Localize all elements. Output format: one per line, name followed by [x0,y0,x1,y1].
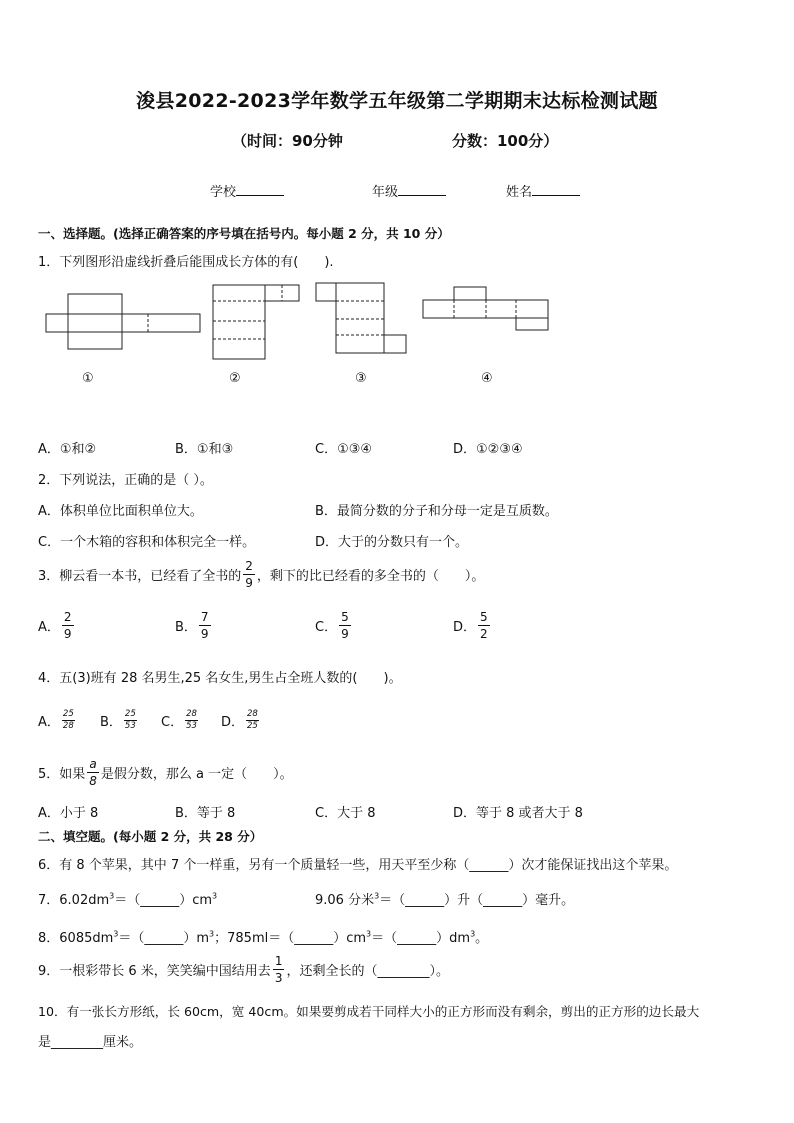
q8-text-e: 。 [475,931,489,946]
q3-option-b-label: B． [175,619,197,635]
school-blank [236,182,284,196]
q7-left-text-b: ＝（______）cm [114,893,213,908]
q4-option-a-fraction [62,710,75,730]
q9-fraction [273,955,285,984]
q7-left [38,889,217,908]
numerator: 25 [62,709,74,719]
numerator: 5 [341,609,349,624]
q7-left-sup: 3 [109,891,115,901]
q1-stem: 1．下列图形沿虚线折叠后能围成长方体的有( ). [38,255,334,270]
school-label: 学校 [210,185,237,200]
denominator: 53 [186,720,197,731]
q1-figure-label-3: ③ [355,371,367,386]
q3-option-c-fraction [339,611,351,640]
q4-option-a-label: A． [38,714,60,730]
q9-frac-denominator: 3 [274,970,283,985]
q1-option-d[interactable]: D．①②③④ [453,442,523,457]
q5-frac-denominator: 8 [89,773,97,788]
exam-time: （时间：90分钟 [232,132,343,150]
q1-option-c[interactable]: C．①③④ [315,442,373,457]
q8-sup1: 3 [113,929,119,939]
q4-option-d[interactable] [221,706,261,734]
grade-blank [398,182,446,196]
q8-sup4: 3 [470,929,476,939]
q4-stem: 4．五(3)班有 28 名男生,25 名女生,男生占全班人数的( )。 [38,671,402,686]
q3-option-b-fraction [199,611,211,640]
numerator: 2 [63,609,72,624]
q3-option-d-label: D． [453,619,477,635]
numerator: 25 [124,709,136,719]
q9-text-b: ，还剩全长的（________）。 [286,963,449,979]
q8-sup3: 3 [366,929,372,939]
net-figure-1 [46,294,200,349]
numerator: 28 [186,709,197,719]
net-figure-3 [316,283,406,353]
q3-option-c-label: C． [315,619,338,635]
q1-figure-label-2: ② [229,371,241,386]
q4-option-c[interactable] [161,706,200,734]
q8-text-c: ；785ml＝（______）cm [214,931,367,946]
exam-score: 分数：100分） [452,132,559,150]
name-label: 姓名 [506,185,533,200]
q2-stem: 2．下列说法，正确的是（ ）。 [38,473,213,488]
q7-right-sup: 3 [374,891,380,901]
q8-sup2: 3 [209,929,215,939]
q7-right [315,889,574,908]
denominator: 9 [200,626,209,641]
q1-option-b[interactable]: B．①和③ [175,442,234,457]
denominator: 53 [124,720,136,731]
numerator: 7 [200,609,209,624]
q8-text-a: 8．6085dm [38,931,114,946]
q7-left-sup2: 3 [212,891,218,901]
q3-option-d[interactable] [453,608,492,642]
q5-option-a[interactable]: A．小于 8 [38,806,99,821]
grade-field [372,181,446,200]
name-field [506,181,580,200]
q6-text: 6．有 8 个苹果，其中 7 个一样重，另有一个质量轻一些，用天平至少称（______）次才能保证找出这个苹果。 [38,858,678,873]
denominator: 25 [247,720,258,731]
q5-stem [38,756,293,788]
numerator: 5 [480,609,488,624]
denominator: 9 [341,626,349,641]
q8-text [38,927,488,946]
q4-option-d-fraction [246,710,259,730]
q7-right-text-a: 9.06 分米 [315,893,375,908]
q3-option-a[interactable] [38,608,76,642]
q5-option-d[interactable]: D．等于 8 或者大于 8 [453,806,583,821]
q4-option-a[interactable] [38,706,77,734]
q5-stem-fraction [87,758,99,787]
q1-figure-label-1: ① [82,371,94,386]
q4-option-b[interactable] [100,706,139,734]
numerator: 28 [247,709,258,719]
net-figure-2 [213,285,299,359]
q2-option-a[interactable]: A．体积单位比面积单位大。 [38,504,203,519]
q10-line2: 是________厘米。 [38,1035,143,1050]
q2-option-d[interactable]: D．大于的分数只有一个。 [315,535,469,550]
q3-option-b[interactable] [175,608,213,642]
q7-right-text-b: ＝（______）升（______）毫升。 [379,893,575,908]
q3-frac-denominator: 9 [245,575,253,590]
exam-title: 浚县2022-2023学年数学五年级第二学期期末达标检测试题 [136,90,658,112]
q1-option-a[interactable]: A．①和② [38,442,97,457]
q3-option-d-fraction [478,611,490,640]
q3-option-c[interactable] [315,608,353,642]
q3-option-a-fraction [62,611,74,640]
q3-option-a-label: A． [38,619,60,635]
section-fill-heading: 二、填空题。(每小题 2 分，共 28 分） [38,829,263,844]
q8-text-d: ＝（______）dm [371,931,471,946]
q9-text-a: 9．一根彩带长 6 米，笑笑编中国结用去 [38,963,271,979]
q3-stem-text-b: ，剩下的比已经看的多全书的（ ）。 [256,568,485,584]
q9-text [38,952,449,986]
q5-option-c[interactable]: C．大于 8 [315,806,376,821]
q2-option-c[interactable]: C．一个木箱的容积和体积完全一样。 [38,535,256,550]
q3-stem [38,558,484,590]
q4-option-b-label: B． [100,714,122,730]
net-figure-4 [423,287,548,330]
q5-stem-text-b: 是假分数，那么 a 一定（ ）。 [100,766,293,782]
denominator: 2 [480,626,488,641]
school-field [210,181,284,200]
denominator: 28 [62,720,74,731]
q3-stem-text-a: 3．柳云看一本书，已经看了全书的 [38,568,242,584]
q9-frac-numerator: 1 [274,953,283,968]
name-blank [532,182,580,196]
q3-frac-numerator: 2 [245,558,253,573]
q5-option-b[interactable]: B．等于 8 [175,806,236,821]
q4-option-d-label: D． [221,714,245,730]
grade-label: 年级 [372,185,399,200]
q1-figure-label-4: ④ [481,371,493,386]
q10-line1: 10．有一张长方形纸，长 60cm，宽 40cm。如果要剪成若干同样大小的正方形而没有剩余，剪出的正方形的边长最大 [38,1004,700,1019]
q5-stem-text-a: 5．如果 [38,766,86,782]
q2-option-b[interactable]: B．最简分数的分子和分母一定是互质数。 [315,504,558,519]
q7-left-text-a: 7．6.02dm [38,893,110,908]
section-choice-heading: 一、选择题。(选择正确答案的序号填在括号内。每小题 2 分，共 10 分） [38,226,450,241]
q3-stem-fraction [243,560,255,589]
q4-option-b-fraction [124,710,137,730]
q4-option-c-label: C． [161,714,184,730]
q4-option-c-fraction [185,710,198,730]
q5-frac-numerator: a [89,756,97,771]
denominator: 9 [63,626,72,641]
q8-text-b: ＝（______）m [118,931,210,946]
